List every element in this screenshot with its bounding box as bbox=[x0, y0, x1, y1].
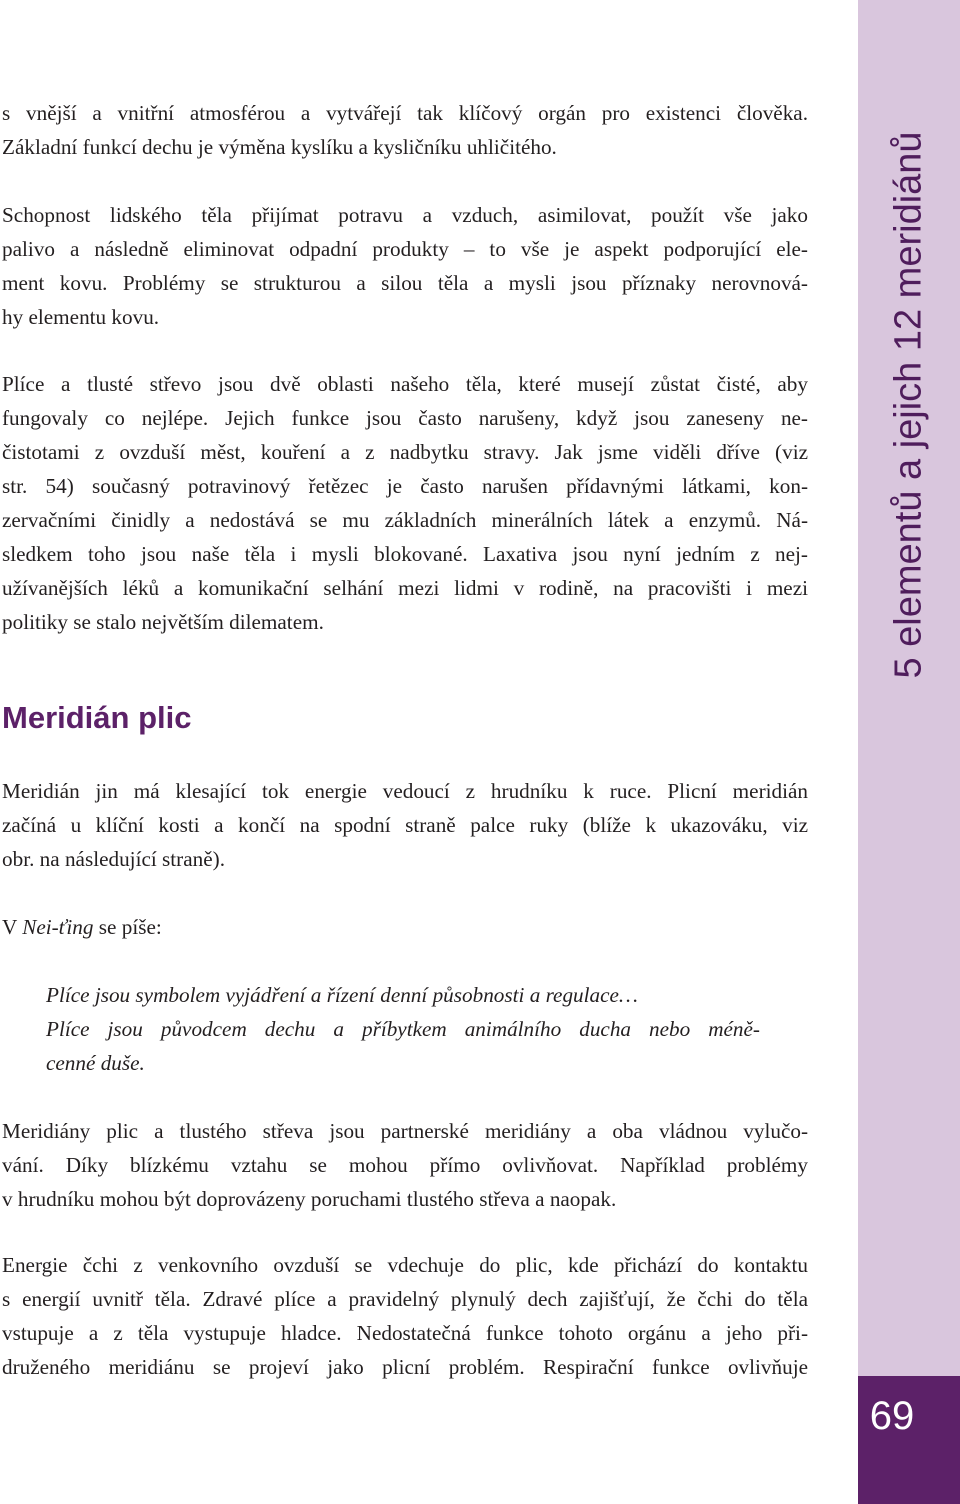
page-number-box bbox=[858, 1376, 960, 1504]
text-line: druženého meridiánu se projeví jako plicní problém. Respirační funkce ovlivňuje bbox=[2, 1355, 808, 1379]
text-line: Meridián jin má klesající tok energie vedoucí z hrudníku k ruce. Plicní meridián bbox=[2, 779, 808, 803]
quote-line: Plíce jsou původcem dechu a příbytkem animálního ducha nebo méně- bbox=[46, 1017, 760, 1041]
text-line: začíná u klíční kosti a končí na spodní straně palce ruky (blíže k ukazováku, viz bbox=[2, 813, 808, 837]
text-line: sledkem toho jsou naše těla i mysli blokované. Laxativa jsou nyní jedním z nej- bbox=[2, 542, 808, 566]
text-line: v hrudníku mohou být doprovázeny poruchami tlustého střeva a naopak. bbox=[2, 1187, 617, 1211]
text-line: čistotami z ovzduší měst, kouření a z nadbytku stravy. Jak jsme viděli dříve (viz bbox=[2, 440, 808, 464]
paragraph-meridian-flow bbox=[2, 774, 808, 876]
paragraph-lungs-colon bbox=[2, 367, 808, 639]
text-line: s vnější a vnitřní atmosférou a vytvářejí tak klíčový orgán pro existenci člověka. bbox=[2, 101, 808, 125]
text-line: hy elementu kovu. bbox=[2, 305, 160, 329]
text-fragment: se píše: bbox=[93, 915, 162, 939]
section-heading: Meridián plic bbox=[2, 700, 192, 735]
text-line: Schopnost lidského těla přijímat potravu a vzduch, asimilovat, použít vše jako bbox=[2, 203, 808, 227]
quote-line: Plíce jsou symbolem vyjádření a řízení denní působnosti a regulace… bbox=[46, 983, 638, 1007]
quote-line: cenné duše. bbox=[46, 1051, 145, 1075]
text-line: užívanějších léků a komunikační selhání mezi lidmi v rodině, na pracovišti i mezi bbox=[2, 576, 808, 600]
paragraph-chi-energy bbox=[2, 1248, 808, 1384]
text-line bbox=[2, 910, 808, 944]
chapter-sidebar bbox=[858, 0, 960, 1376]
text-fragment: V bbox=[2, 915, 23, 939]
text-line: vstupuje a z těla vystupuje hladce. Nedostatečná funkce tohoto orgánu a jeho při- bbox=[2, 1321, 808, 1345]
text-line: fungovaly co nejlépe. Jejich funkce jsou často narušeny, když jsou zaneseny ne- bbox=[2, 406, 808, 430]
text-line: str. 54) současný potravinový řetězec je často narušen přídavnými látkami, kon- bbox=[2, 474, 808, 498]
quote-block bbox=[46, 978, 760, 1080]
text-line: ment kovu. Problémy se strukturou a silou těla a mysli jsou příznaky nerovnová- bbox=[2, 271, 808, 295]
text-line: vání. Díky blízkému vztahu se mohou přímo ovlivňovat. Například problémy bbox=[2, 1153, 808, 1177]
book-title: Nei-ťing bbox=[22, 915, 94, 939]
paragraph-metal-element bbox=[2, 198, 808, 334]
paragraph-partner-meridians bbox=[2, 1114, 808, 1216]
text-line: Plíce a tlusté střevo jsou dvě oblasti našeho těla, které musejí zůstat čisté, aby bbox=[2, 372, 808, 396]
paragraph-atmosphere bbox=[2, 96, 808, 164]
text-line: Energie čchi z venkovního ovzduší se vdechuje do plic, kde přichází do kontaktu bbox=[2, 1253, 808, 1277]
text-line: Meridiány plic a tlustého střeva jsou partnerské meridiány a oba vládnou vylučo- bbox=[2, 1119, 808, 1143]
text-line: obr. na následující straně). bbox=[2, 847, 225, 871]
chapter-title: 5 elementů a jejich 12 meridiánů bbox=[887, 131, 930, 679]
paragraph-nei-ting bbox=[2, 910, 808, 944]
page-number: 69 bbox=[869, 1394, 915, 1438]
text-line: s energií uvnitř těla. Zdravé plíce a pravidelný plynulý dech zajišťují, že čchi do těla bbox=[2, 1287, 808, 1311]
text-line: Základní funkcí dechu je výměna kyslíku a kysličníku uhličitého. bbox=[2, 135, 557, 159]
text-line: palivo a následně eliminovat odpadní produkty – to vše je aspekt podporující ele- bbox=[2, 237, 808, 261]
text-line: zervačními činidly a nedostává se mu základních minerálních látek a enzymů. Ná- bbox=[2, 508, 808, 532]
text-line: politiky se stalo největším dilematem. bbox=[2, 610, 324, 634]
